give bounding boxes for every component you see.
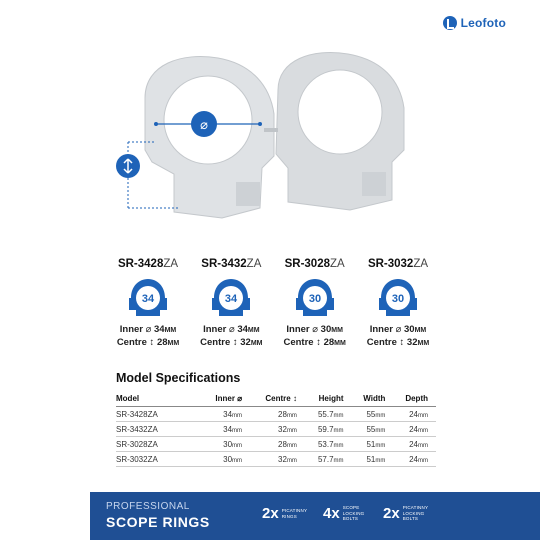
- cell-model: SR-3432ZA: [116, 422, 202, 437]
- scope-ring-back: [276, 53, 404, 211]
- header-height: Height: [305, 392, 352, 407]
- inner-spec: Inner ⌀ 30MM: [369, 324, 427, 335]
- feature-qty: 4x: [323, 505, 340, 522]
- svg-text:34: 34: [141, 293, 155, 305]
- feature-item: [323, 505, 373, 522]
- cell-inner: 30mm: [202, 437, 250, 452]
- feature-item: [262, 505, 312, 522]
- ring-badge-icon: [375, 276, 421, 320]
- model-card: [358, 258, 438, 350]
- cell-height: 57.7mm: [305, 452, 352, 467]
- cell-depth: 24mm: [393, 437, 436, 452]
- svg-text:30: 30: [391, 293, 405, 305]
- model-card: [191, 258, 271, 350]
- table-row: [116, 422, 436, 437]
- header-centre: Centre ↕: [250, 392, 305, 407]
- header-inner: Inner ⌀: [202, 392, 250, 407]
- cell-width: 55mm: [352, 422, 394, 437]
- cell-model: SR-3028ZA: [116, 437, 202, 452]
- ring-badge-icon: [125, 276, 171, 320]
- feature-label: PICATINNY LOCKING BOLTS: [402, 505, 429, 522]
- cell-centre: 32mm: [250, 422, 305, 437]
- footer-title: SCOPE RINGS: [106, 514, 210, 530]
- table-header-row: [116, 392, 436, 407]
- model-card: [108, 258, 188, 350]
- inner-spec: Inner ⌀ 34MM: [119, 324, 177, 335]
- cell-inner: 30mm: [202, 452, 250, 467]
- model-name: SR-3432ZA: [201, 258, 262, 270]
- table-row: [116, 407, 436, 422]
- centre-spec: Centre ↕ 32MM: [366, 337, 430, 348]
- model-name: SR-3428ZA: [117, 258, 179, 270]
- leofoto-logo-icon: [443, 16, 457, 30]
- cell-depth: 24mm: [393, 407, 436, 422]
- feature-item: [383, 505, 433, 522]
- table-row: [116, 452, 436, 467]
- model-name: SR-3028ZA: [284, 258, 345, 270]
- cell-centre: 28mm: [250, 437, 305, 452]
- footer-subtitle: PROFESSIONAL: [106, 501, 190, 512]
- model-lineup: [108, 258, 438, 350]
- cell-inner: 34mm: [202, 422, 250, 437]
- svg-text:30: 30: [308, 293, 321, 305]
- brand-logo: [443, 16, 506, 30]
- brand-name: Leofoto: [460, 16, 506, 30]
- centre-spec: Centre ↕ 28MM: [116, 337, 180, 348]
- inner-spec: Inner ⌀ 30MM: [286, 324, 343, 335]
- cell-depth: 24mm: [393, 422, 436, 437]
- feature-label: PICATINNY RINGS: [281, 508, 308, 519]
- model-name: SR-3032ZA: [367, 258, 429, 270]
- cell-model: SR-3032ZA: [116, 452, 202, 467]
- svg-text:34: 34: [225, 293, 238, 305]
- cell-centre: 32mm: [250, 452, 305, 467]
- header-depth: Depth: [393, 392, 436, 407]
- cell-height: 55.7mm: [305, 407, 352, 422]
- feature-label: SCOPE LOCKING BOLTS: [342, 505, 365, 522]
- cell-model: SR-3428ZA: [116, 407, 202, 422]
- cell-height: 59.7mm: [305, 422, 352, 437]
- header-width: Width: [352, 392, 394, 407]
- footer-banner: [90, 492, 540, 540]
- ring-badge-icon: [292, 276, 338, 320]
- diameter-symbol: ⌀: [200, 118, 208, 133]
- ring-badge-icon: [208, 276, 254, 320]
- table-row: [116, 437, 436, 452]
- cell-inner: 34mm: [202, 407, 250, 422]
- table-title: Model Specifications: [116, 371, 241, 385]
- scope-ring-front: [145, 57, 278, 218]
- cell-centre: 28mm: [250, 407, 305, 422]
- cell-height: 53.7mm: [305, 437, 352, 452]
- model-card: [275, 258, 355, 350]
- cell-width: 51mm: [352, 452, 394, 467]
- feature-qty: 2x: [383, 505, 400, 522]
- cell-width: 51mm: [352, 437, 394, 452]
- header-model: Model: [116, 392, 202, 407]
- centre-spec: Centre ↕ 28MM: [283, 337, 346, 348]
- specifications-table: [116, 392, 436, 467]
- feature-qty: 2x: [262, 505, 279, 522]
- cell-width: 55mm: [352, 407, 394, 422]
- cell-depth: 24mm: [393, 452, 436, 467]
- scope-rings-illustration: [100, 50, 440, 240]
- inner-spec: Inner ⌀ 34MM: [203, 324, 260, 335]
- centre-spec: Centre ↕ 32MM: [200, 337, 263, 348]
